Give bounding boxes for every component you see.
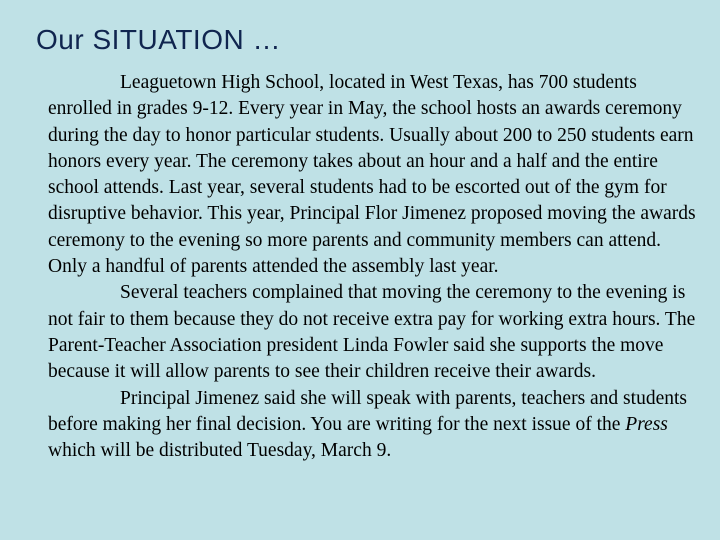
paragraph-situation: Leaguetown High School, located in West Texas, has 700 students enrolled in grades 9-12. Every year in May, the school hosts an awards ceremony during the day to honor particular students. Usually about 200 to 250 students earn honors every year. The ceremony takes about an hour and a half and the entire school attends. Last year, several students had to be escorted out of the gym for disruptive behavior. This year, Principal Flor Jimenez proposed moving the awards ceremony to the evening so more parents and community members can attend. Only a handful of parents attended the assembly last year. — [48, 72, 696, 278]
body-text — [48, 70, 698, 464]
slide-title: Our SITUATION … — [36, 24, 281, 55]
assignment-text-after: which will be distributed Tuesday, March 9. — [48, 440, 392, 462]
paragraph-assignment — [48, 386, 698, 465]
paragraph-teacher-complaints: Several teachers complained that moving the ceremony to the evening is not fair to them because they do not receive extra pay for working extra hours. The Parent-Teacher Association president Linda Fowler said she supports the move because it will allow parents to see their children receive their awards. — [48, 282, 696, 383]
assignment-text-before: Principal Jimenez said she will speak with parents, teachers and students before making her final decision. You are writing for the next issue of the — [48, 387, 687, 435]
publication-name: Press — [625, 413, 668, 435]
